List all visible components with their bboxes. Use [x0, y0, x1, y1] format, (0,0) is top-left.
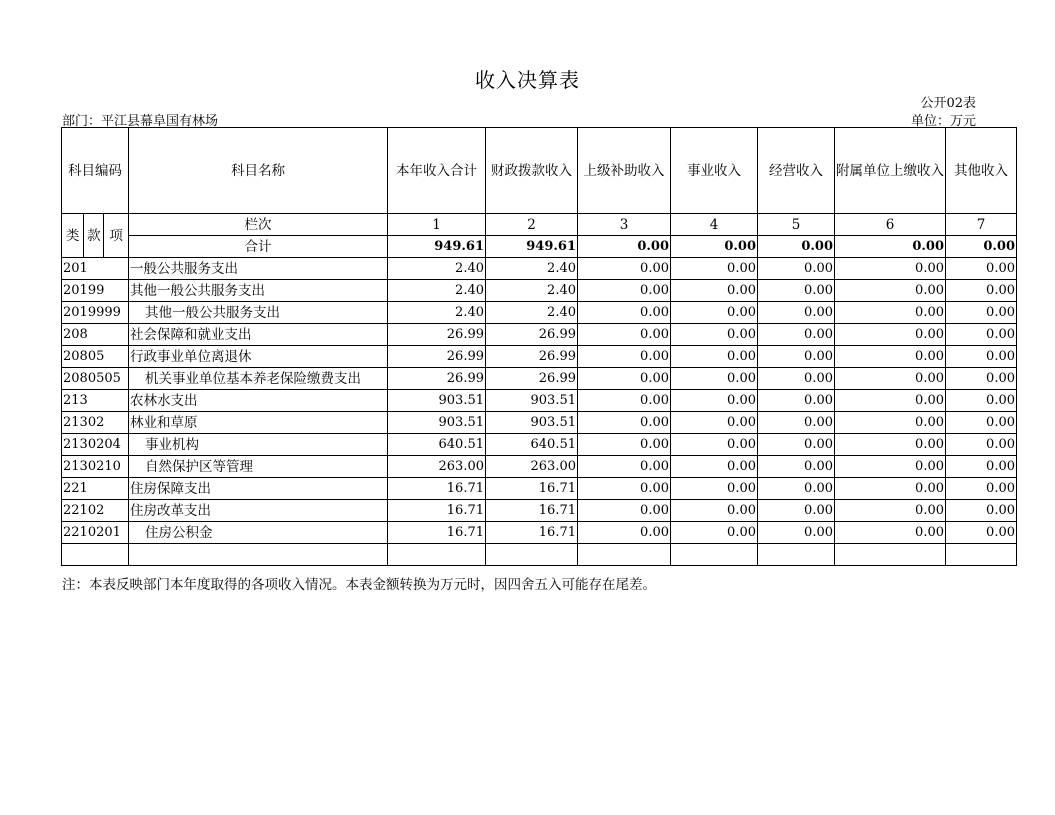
- amount-cell: 0.00: [835, 280, 946, 302]
- subject-name: 其他一般公共服务支出: [129, 280, 388, 302]
- amount-cell: 2.40: [388, 258, 486, 280]
- table-row: [62, 368, 1017, 390]
- amount-cell: 0.00: [578, 478, 671, 500]
- subject-name: 住房保障支出: [129, 478, 388, 500]
- header-lanci: 栏次: [129, 214, 388, 236]
- total-value: 0.00: [578, 236, 671, 258]
- blank-cell: [62, 544, 129, 566]
- amount-cell: 263.00: [388, 456, 486, 478]
- blank-cell: [671, 544, 758, 566]
- subject-code: 2130204: [62, 434, 129, 456]
- amount-cell: 0.00: [578, 412, 671, 434]
- total-row: [62, 236, 1017, 258]
- header-col4: 事业收入: [671, 128, 758, 214]
- amount-cell: 0.00: [758, 258, 835, 280]
- amount-cell: 0.00: [946, 324, 1017, 346]
- amount-cell: 0.00: [835, 346, 946, 368]
- table-row: [62, 412, 1017, 434]
- total-value: 0.00: [946, 236, 1017, 258]
- amount-cell: 0.00: [758, 522, 835, 544]
- amount-cell: 16.71: [388, 500, 486, 522]
- subject-code: 213: [62, 390, 129, 412]
- amount-cell: 0.00: [835, 478, 946, 500]
- subject-code: 20805: [62, 346, 129, 368]
- amount-cell: 2.40: [486, 258, 578, 280]
- header-col1: 本年收入合计: [388, 128, 486, 214]
- subject-code: 208: [62, 324, 129, 346]
- amount-cell: 0.00: [946, 258, 1017, 280]
- header-col6: 附属单位上缴收入: [835, 128, 946, 214]
- amount-cell: 0.00: [671, 434, 758, 456]
- col-number-4: 4: [671, 214, 758, 236]
- amount-cell: 16.71: [388, 522, 486, 544]
- amount-cell: 0.00: [578, 368, 671, 390]
- col-number-2: 2: [486, 214, 578, 236]
- unit-label: 单位：万元: [910, 114, 976, 129]
- subject-code: 20199: [62, 280, 129, 302]
- amount-cell: 0.00: [946, 346, 1017, 368]
- total-label: 合计: [129, 236, 388, 258]
- amount-cell: 0.00: [835, 500, 946, 522]
- footnote: 注：本表反映部门本年度取得的各项收入情况。本表金额转换为万元时，因四舍五入可能存在尾差。: [62, 577, 656, 593]
- header-row: [62, 128, 1017, 214]
- header-col2: 财政拨款收入: [486, 128, 578, 214]
- amount-cell: 16.71: [388, 478, 486, 500]
- total-value: 0.00: [671, 236, 758, 258]
- amount-cell: 0.00: [758, 434, 835, 456]
- col-number-5: 5: [758, 214, 835, 236]
- blank-cell: [835, 544, 946, 566]
- table-row: [62, 346, 1017, 368]
- header-xiang: 项: [104, 214, 129, 258]
- amount-cell: 903.51: [388, 390, 486, 412]
- subject-name: 自然保护区等管理: [129, 456, 388, 478]
- blank-cell: [946, 544, 1017, 566]
- amount-cell: 0.00: [671, 302, 758, 324]
- amount-cell: 0.00: [835, 324, 946, 346]
- amount-cell: 0.00: [758, 390, 835, 412]
- amount-cell: 16.71: [486, 522, 578, 544]
- subject-name: 行政事业单位离退休: [129, 346, 388, 368]
- amount-cell: 0.00: [758, 478, 835, 500]
- header-col7: 其他收入: [946, 128, 1017, 214]
- column-number-row: [62, 214, 1017, 236]
- amount-cell: 0.00: [671, 522, 758, 544]
- form-code: 公开02表: [920, 96, 976, 111]
- total-value: 949.61: [388, 236, 486, 258]
- subject-name: 住房改革支出: [129, 500, 388, 522]
- amount-cell: 2.40: [388, 302, 486, 324]
- amount-cell: 640.51: [486, 434, 578, 456]
- amount-cell: 0.00: [946, 434, 1017, 456]
- amount-cell: 2.40: [486, 302, 578, 324]
- income-table: [61, 127, 1017, 566]
- col-number-3: 3: [578, 214, 671, 236]
- subject-name: 其他一般公共服务支出: [129, 302, 388, 324]
- amount-cell: 0.00: [758, 280, 835, 302]
- amount-cell: 0.00: [671, 412, 758, 434]
- subject-name: 住房公积金: [129, 522, 388, 544]
- amount-cell: 0.00: [946, 522, 1017, 544]
- subject-name: 林业和草原: [129, 412, 388, 434]
- header-kuan: 款: [84, 214, 104, 258]
- amount-cell: 0.00: [578, 390, 671, 412]
- blank-cell: [486, 544, 578, 566]
- amount-cell: 903.51: [486, 412, 578, 434]
- col-number-6: 6: [835, 214, 946, 236]
- col-number-1: 1: [388, 214, 486, 236]
- amount-cell: 640.51: [388, 434, 486, 456]
- amount-cell: 0.00: [578, 434, 671, 456]
- amount-cell: 0.00: [578, 280, 671, 302]
- subject-code: 201: [62, 258, 129, 280]
- subject-code: 21302: [62, 412, 129, 434]
- amount-cell: 0.00: [946, 302, 1017, 324]
- header-col3: 上级补助收入: [578, 128, 671, 214]
- amount-cell: 0.00: [758, 456, 835, 478]
- header-name: 科目名称: [129, 128, 388, 214]
- subject-name: 事业机构: [129, 434, 388, 456]
- total-value: 949.61: [486, 236, 578, 258]
- amount-cell: 0.00: [671, 258, 758, 280]
- amount-cell: 0.00: [671, 456, 758, 478]
- blank-cell: [758, 544, 835, 566]
- header-col5: 经营收入: [758, 128, 835, 214]
- header-lei: 类: [62, 214, 84, 258]
- amount-cell: 263.00: [486, 456, 578, 478]
- amount-cell: 0.00: [578, 522, 671, 544]
- table-row: [62, 434, 1017, 456]
- amount-cell: 0.00: [758, 368, 835, 390]
- amount-cell: 0.00: [835, 434, 946, 456]
- amount-cell: 0.00: [835, 456, 946, 478]
- amount-cell: 0.00: [946, 368, 1017, 390]
- col-number-7: 7: [946, 214, 1017, 236]
- table-row: [62, 280, 1017, 302]
- amount-cell: 16.71: [486, 500, 578, 522]
- amount-cell: 0.00: [835, 302, 946, 324]
- table-row: [62, 258, 1017, 280]
- amount-cell: 0.00: [946, 390, 1017, 412]
- blank-row: [62, 544, 1017, 566]
- subject-code: 22102: [62, 500, 129, 522]
- subject-name: 社会保障和就业支出: [129, 324, 388, 346]
- amount-cell: 2.40: [486, 280, 578, 302]
- department-label: 部门：平江县幕阜国有林场: [62, 114, 219, 129]
- amount-cell: 0.00: [946, 478, 1017, 500]
- amount-cell: 0.00: [671, 368, 758, 390]
- amount-cell: 0.00: [578, 456, 671, 478]
- amount-cell: 0.00: [946, 500, 1017, 522]
- subject-code: 2130210: [62, 456, 129, 478]
- amount-cell: 0.00: [671, 478, 758, 500]
- amount-cell: 0.00: [671, 346, 758, 368]
- amount-cell: 0.00: [671, 324, 758, 346]
- amount-cell: 0.00: [835, 522, 946, 544]
- amount-cell: 0.00: [758, 346, 835, 368]
- table-row: [62, 522, 1017, 544]
- table-row: [62, 302, 1017, 324]
- amount-cell: 0.00: [671, 280, 758, 302]
- amount-cell: 0.00: [671, 390, 758, 412]
- amount-cell: 0.00: [578, 324, 671, 346]
- amount-cell: 0.00: [758, 412, 835, 434]
- total-value: 0.00: [835, 236, 946, 258]
- amount-cell: 0.00: [758, 500, 835, 522]
- amount-cell: 0.00: [671, 500, 758, 522]
- amount-cell: 26.99: [486, 324, 578, 346]
- amount-cell: 16.71: [486, 478, 578, 500]
- total-value: 0.00: [758, 236, 835, 258]
- header-code-group: 科目编码: [62, 128, 129, 214]
- blank-cell: [129, 544, 388, 566]
- amount-cell: 0.00: [946, 456, 1017, 478]
- table-row: [62, 324, 1017, 346]
- amount-cell: 0.00: [835, 390, 946, 412]
- amount-cell: 0.00: [946, 412, 1017, 434]
- amount-cell: 26.99: [486, 346, 578, 368]
- table-row: [62, 456, 1017, 478]
- subject-code: 2019999: [62, 302, 129, 324]
- table-row: [62, 478, 1017, 500]
- amount-cell: 0.00: [835, 258, 946, 280]
- subject-name: 一般公共服务支出: [129, 258, 388, 280]
- amount-cell: 26.99: [388, 368, 486, 390]
- amount-cell: 0.00: [835, 412, 946, 434]
- amount-cell: 0.00: [946, 280, 1017, 302]
- blank-cell: [388, 544, 486, 566]
- subject-name: 机关事业单位基本养老保险缴费支出: [129, 368, 388, 390]
- amount-cell: 2.40: [388, 280, 486, 302]
- amount-cell: 903.51: [388, 412, 486, 434]
- amount-cell: 26.99: [388, 346, 486, 368]
- page-title: 收入决算表: [475, 68, 580, 92]
- blank-cell: [578, 544, 671, 566]
- amount-cell: 903.51: [486, 390, 578, 412]
- amount-cell: 26.99: [388, 324, 486, 346]
- subject-code: 2210201: [62, 522, 129, 544]
- amount-cell: 0.00: [835, 368, 946, 390]
- amount-cell: 0.00: [578, 346, 671, 368]
- table-row: [62, 500, 1017, 522]
- subject-code: 221: [62, 478, 129, 500]
- amount-cell: 0.00: [578, 302, 671, 324]
- amount-cell: 26.99: [486, 368, 578, 390]
- subject-name: 农林水支出: [129, 390, 388, 412]
- subject-code: 2080505: [62, 368, 129, 390]
- amount-cell: 0.00: [578, 258, 671, 280]
- table-row: [62, 390, 1017, 412]
- amount-cell: 0.00: [578, 500, 671, 522]
- amount-cell: 0.00: [758, 302, 835, 324]
- amount-cell: 0.00: [758, 324, 835, 346]
